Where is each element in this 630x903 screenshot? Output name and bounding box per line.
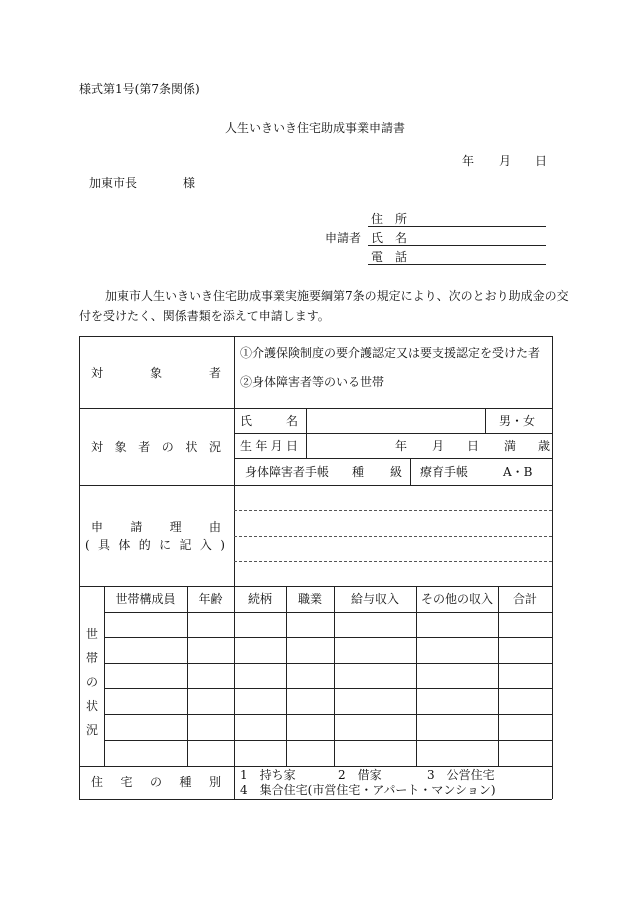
col-salary: 給与収入 [350, 592, 399, 606]
rehab-book-label: 療育手帳 [420, 465, 469, 479]
dob-day-label: 日 [467, 439, 480, 453]
col-total: 合計 [512, 592, 537, 606]
name-line[interactable] [368, 245, 546, 246]
applicant-label: 申請者 [325, 231, 362, 245]
status-name-field[interactable] [307, 409, 484, 433]
address-line[interactable] [368, 226, 546, 227]
page-title: 人生いきいき住宅助成事業申請書 [225, 121, 406, 135]
body-text-line1: 加東市人生いきいき住宅助成事業実施要綱第7条の規定により、次のとおり助成金の交 [105, 289, 569, 303]
dob-year-label: 年 [395, 439, 408, 453]
address-label: 住 所 [371, 212, 408, 226]
household-label: 世 帯 の 状 況 [85, 627, 98, 737]
housing-option-2[interactable]: 2 借家 [338, 768, 382, 782]
recipient: 加東市長 [89, 176, 138, 190]
body-text-line2: 付を受けたく、関係書類を添えて申請します。 [79, 309, 330, 323]
housing-label: 住 宅 の 種 別 [91, 775, 221, 789]
date-year-label: 年 [462, 154, 475, 168]
phone-line[interactable] [368, 264, 546, 265]
status-name-label: 氏 名 [240, 414, 298, 428]
target-label: 対 象 者 [91, 366, 221, 380]
reason-label-line1: 申 請 理 由 [91, 520, 221, 534]
target-option-2[interactable]: ②身体障害者等のいる世帯 [240, 375, 385, 389]
status-label: 対 象 者 の 状 況 [91, 440, 221, 454]
reason-label-line2: ( 具 体 的 に 記 入 ) [85, 538, 225, 552]
reason-text-area[interactable] [235, 486, 551, 585]
housing-option-3[interactable]: 3 公営住宅 [427, 768, 495, 782]
col-occupation: 職業 [297, 592, 322, 606]
name-label: 氏 名 [371, 231, 408, 245]
status-dob-label: 生 年 月 日 [240, 439, 298, 453]
date-month-label: 月 [499, 154, 512, 168]
col-age: 年齢 [198, 592, 223, 606]
housing-option-1[interactable]: 1 持ち家 [240, 768, 296, 782]
recipient-honorific: 様 [183, 176, 196, 190]
target-option-1[interactable]: ①介護保険制度の要介護認定又は要支援認定を受けた者 [240, 346, 541, 360]
col-member: 世帯構成員 [115, 592, 176, 606]
disability-book-label: 身体障害者手帳 [245, 465, 330, 479]
age-unit-label: 歳 [538, 439, 551, 453]
col-other-income: その他の収入 [420, 592, 493, 606]
grade-kind-label: 種 [352, 465, 365, 479]
grade-level-label: 級 [390, 465, 403, 479]
form-number: 様式第1号(第7条関係) [79, 82, 200, 96]
date-day-label: 日 [535, 154, 548, 168]
gender-options[interactable]: 男・女 [499, 414, 536, 428]
household-rows[interactable] [105, 613, 551, 765]
rehab-grade-options[interactable]: A・B [503, 465, 533, 479]
phone-label: 電 話 [371, 250, 408, 264]
dob-month-label: 月 [432, 439, 445, 453]
age-full-label: 満 [504, 439, 517, 453]
housing-option-4[interactable]: 4 集合住宅(市営住宅・アパート・マンション) [240, 783, 496, 797]
col-relation: 続柄 [247, 592, 272, 606]
